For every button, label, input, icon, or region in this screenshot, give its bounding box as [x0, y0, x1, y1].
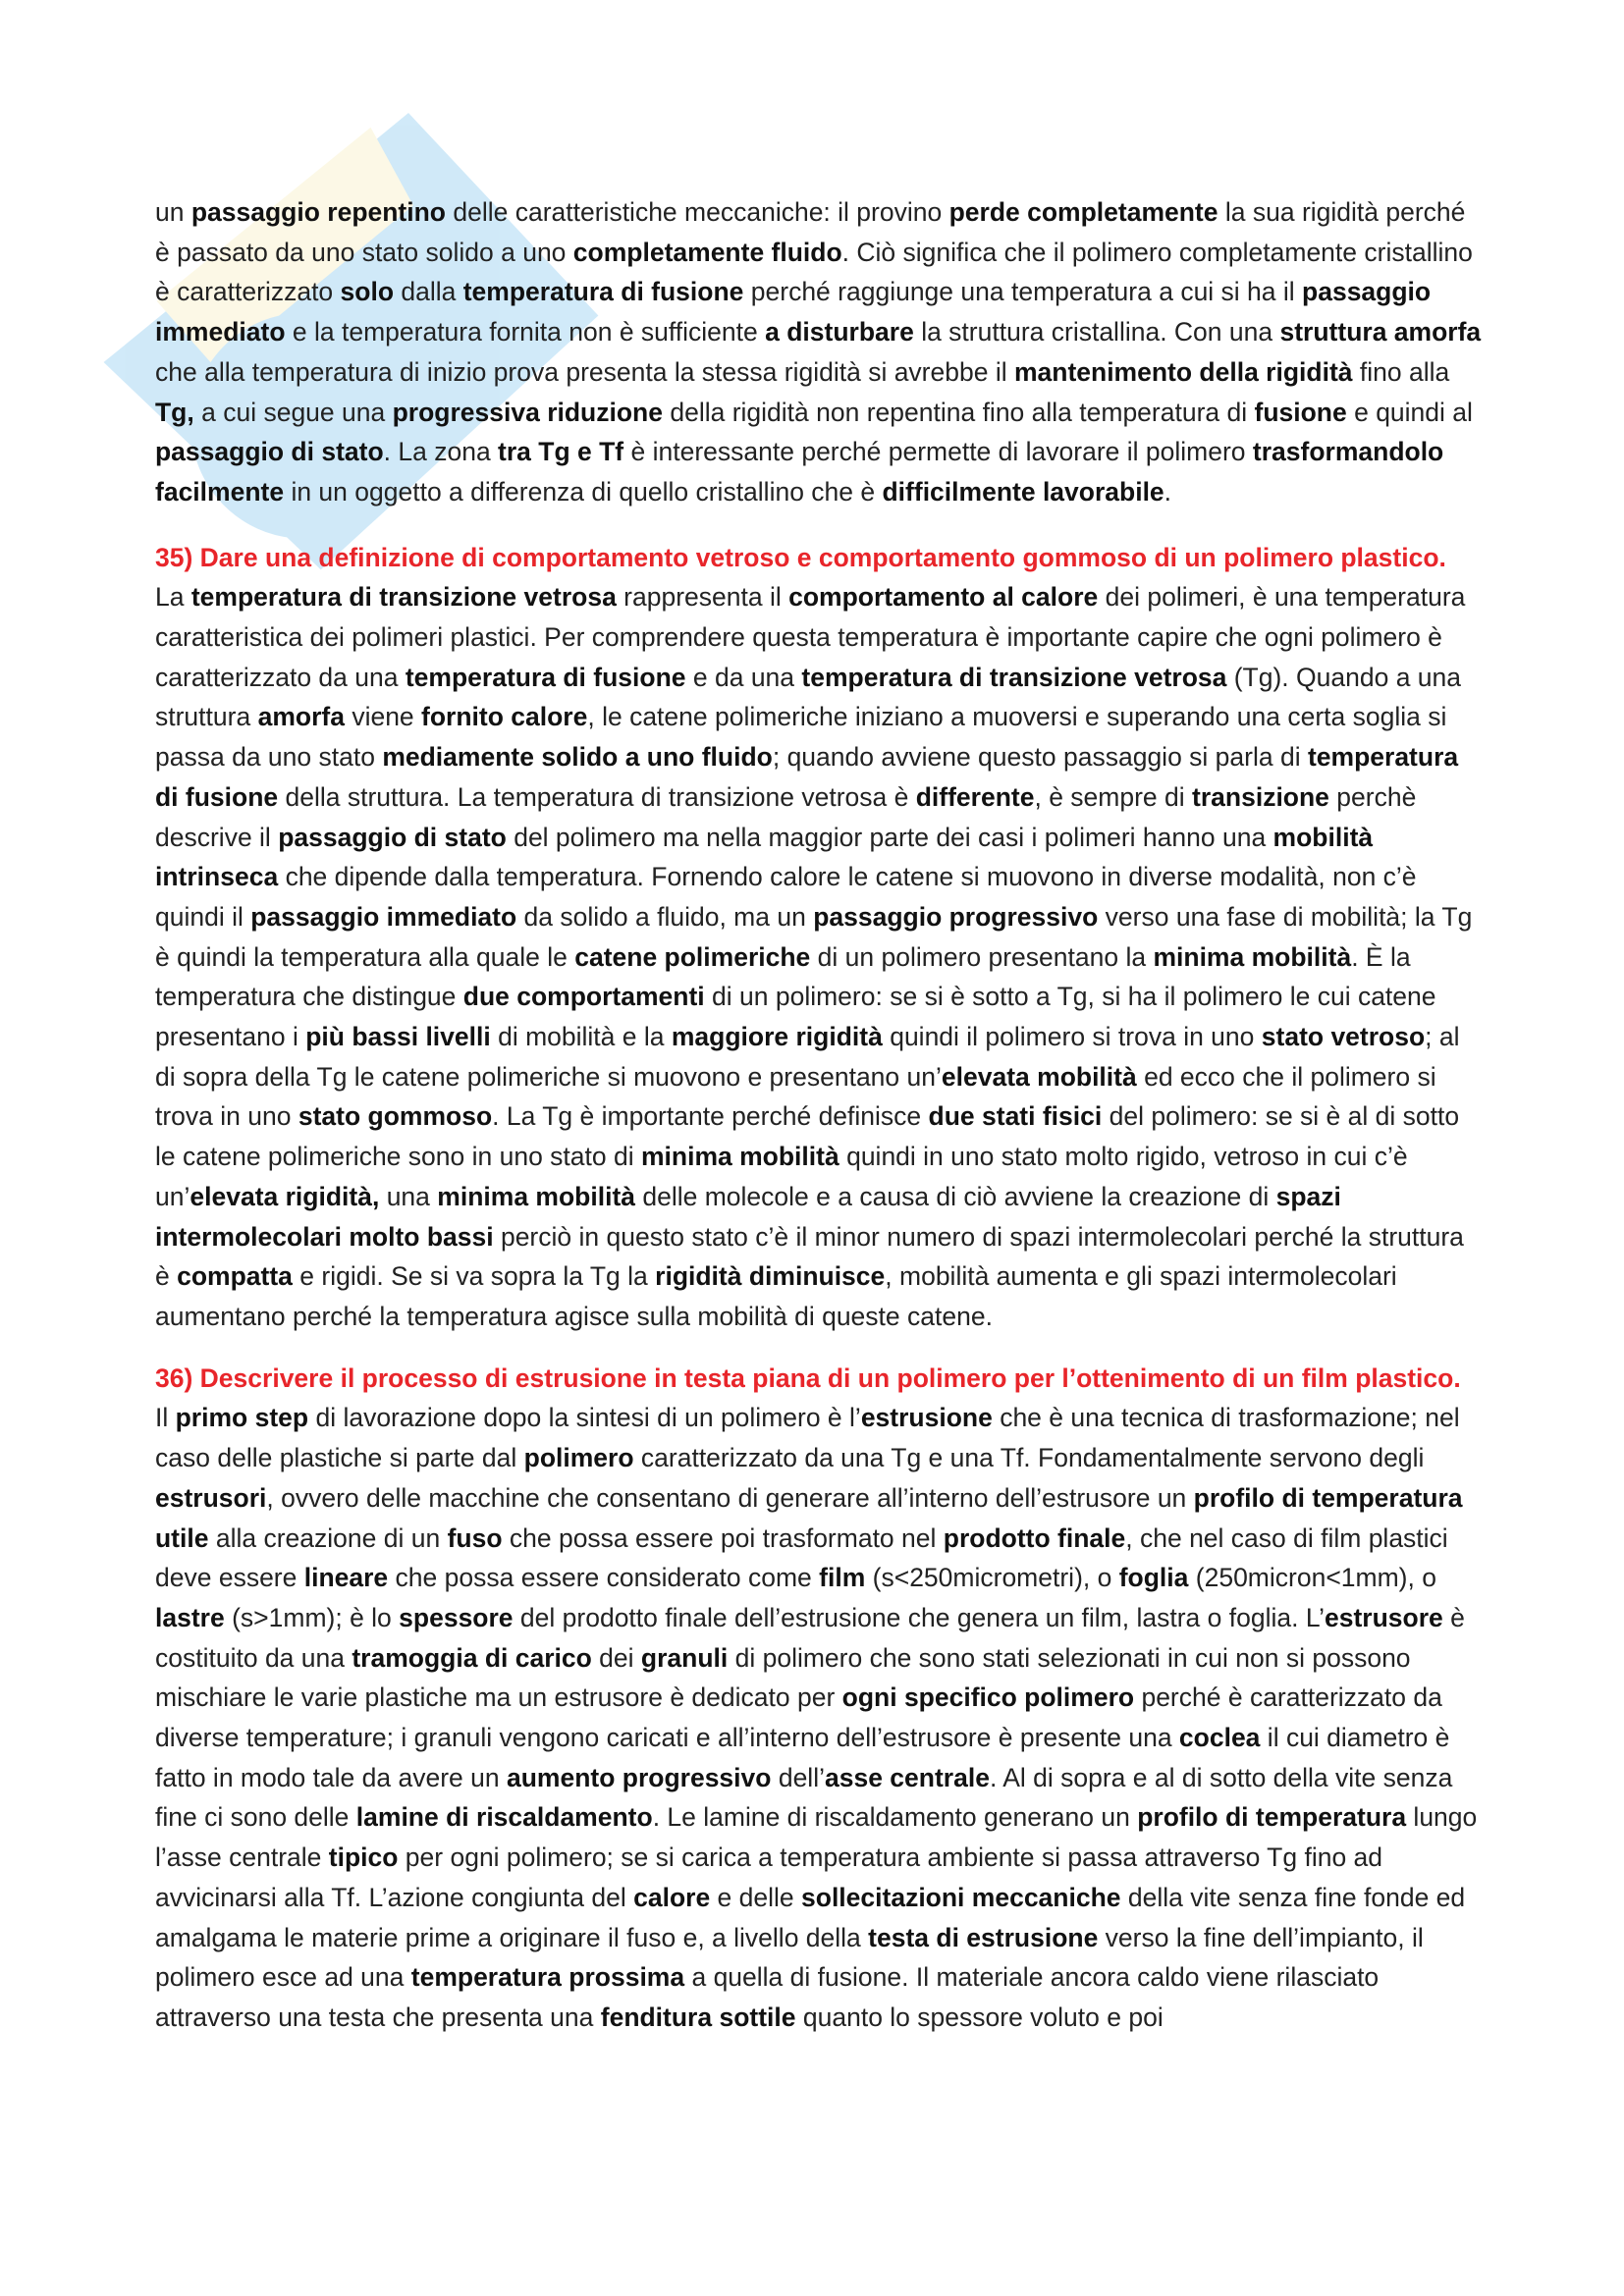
text-run: e rigidi. Se si va sopra la Tg la — [292, 1261, 656, 1292]
bold-term: minima mobilità — [640, 1142, 839, 1172]
bold-term: minima mobilità — [437, 1181, 636, 1211]
text-run: delle caratteristiche meccaniche: il provino — [446, 197, 949, 227]
text-run: . — [1164, 476, 1172, 507]
text-run: di un polimero presentano la — [810, 941, 1154, 972]
bold-term: progressiva riduzione — [392, 397, 663, 427]
bold-term: testa di estrusione — [868, 1922, 1099, 1952]
bold-term: elevata rigidità, — [189, 1181, 380, 1211]
bold-term: tra Tg e Tf — [498, 437, 624, 467]
text-run: quindi in uno stato molto rigido, vetroso in cui c’è un’ — [155, 1142, 1408, 1211]
text-run: per ogni polimero; se si carica a temperatura ambiente si passa attraverso Tg fino ad avvicinarsi alla Tf. L’azione congiunta del — [155, 1842, 1383, 1912]
bold-term: temperatura prossima — [410, 1962, 685, 1993]
text-run: (250micron<1mm), o — [1188, 1563, 1436, 1593]
text-run: alla creazione di un — [208, 1522, 448, 1553]
text-run: verso una fase di mobilità; la Tg è quindi la temperatura alla quale le — [155, 901, 1473, 972]
text-run: caratterizzato da una Tg e una Tf. Fondamentalmente servono degli — [633, 1443, 1425, 1473]
text-run: a quella di fusione. Il materiale ancora caldo viene rilasciato attraverso una testa che presenta una — [155, 1962, 1380, 2032]
text-run: la struttura cristallina. Con una — [913, 317, 1280, 347]
text-run: verso la fine dell’impianto, il polimero esce ad una — [155, 1922, 1424, 1993]
bold-term: lastre — [155, 1602, 225, 1632]
text-run: della struttura. La temperatura di transizione vetrosa è — [278, 781, 916, 812]
bold-term: passaggio immediato — [155, 277, 1432, 347]
text-run: quindi il polimero si trova in uno — [882, 1022, 1262, 1052]
paragraph-answer-35 — [155, 577, 1483, 1336]
text-run: ed ecco che il polimero si trova in uno — [155, 1061, 1436, 1132]
bold-term: spessore — [399, 1602, 514, 1632]
bold-term: Tg, — [155, 397, 194, 427]
bold-term: trasformandolo facilmente — [155, 437, 1444, 507]
text-run: . Al di sopra e al di sotto della vite senza fine ci sono delle — [155, 1762, 1453, 1833]
bold-term: transizione — [1192, 781, 1329, 812]
bold-term: temperatura di transizione vetrosa — [190, 582, 617, 613]
bold-term: coclea — [1178, 1723, 1261, 1753]
text-run: viene — [344, 702, 422, 732]
text-run: dei polimeri, è una temperatura caratteristica dei polimeri plastici. Per comprendere questa temperatura è importante capire che ogni polimero è caratterizzato da una — [155, 582, 1466, 692]
text-run: (s>1mm); è lo — [224, 1602, 400, 1632]
bold-term: più bassi livelli — [305, 1022, 491, 1052]
question-35-heading: 35) Dare una definizione di comportamento vetroso e comportamento gommoso di un polimero plastico. — [155, 542, 1446, 572]
text-run: del prodotto finale dell’estrusione che genera un film, lastra o foglia. L’ — [513, 1602, 1325, 1632]
text-run: perciò in questo stato c’è il minor numero di spazi intermolecolari perché la struttura è — [155, 1221, 1464, 1292]
text-run: La — [155, 582, 191, 613]
text-run: da solido a fluido, ma un — [516, 901, 814, 932]
bold-term: differente — [915, 781, 1035, 812]
bold-term: mantenimento della rigidità — [1013, 356, 1353, 387]
text-run: . La zona — [383, 437, 499, 467]
bold-term: film — [819, 1563, 866, 1593]
text-run: Il — [155, 1403, 176, 1433]
text-run: del polimero ma nella maggior parte dei casi i polimeri hanno una — [506, 822, 1273, 852]
question-36-heading: 36) Descrivere il processo di estrusione in testa piana di un polimero per l’ottenimento di un film plastico. — [155, 1362, 1461, 1393]
bold-term: foglia — [1118, 1563, 1189, 1593]
text-run: è costituito da una — [155, 1602, 1465, 1673]
bold-term: temperatura di fusione — [155, 742, 1459, 812]
text-run: e quindi al — [1346, 397, 1473, 427]
text-run: perché raggiunge una temperatura a cui si ha il — [743, 277, 1303, 307]
bold-term: minima mobilità — [1153, 941, 1352, 972]
text-run: una — [379, 1181, 438, 1211]
bold-term: lineare — [303, 1563, 389, 1593]
document-page — [155, 192, 1483, 2038]
bold-term: elevata mobilità — [941, 1061, 1137, 1092]
text-run: è interessante perché permette di lavorare il polimero — [623, 437, 1253, 467]
bold-term: temperatura di fusione — [462, 277, 744, 307]
text-run: la sua rigidità perché è passato da uno stato solido a uno — [155, 197, 1466, 267]
text-run: che possa essere considerato come — [388, 1563, 820, 1593]
text-run: perchè descrive il — [155, 781, 1417, 852]
bold-term: passaggio progressivo — [813, 901, 1099, 932]
text-run: ; al di sopra della Tg le catene polimeriche si muovono e presentano un’ — [155, 1022, 1460, 1092]
text-run: , è sempre di — [1034, 781, 1193, 812]
bold-term: perde completamente — [948, 197, 1218, 227]
text-run: dalla — [394, 277, 463, 307]
text-run: e delle — [710, 1882, 802, 1912]
bold-term: solo — [340, 277, 395, 307]
bold-term: temperatura di transizione vetrosa — [801, 662, 1227, 692]
bold-term: maggiore rigidità — [671, 1022, 883, 1052]
text-run: di polimero che sono stati selezionati in cui non si possono mischiare le varie plastiche ma un estrusore è dedicato per — [155, 1642, 1411, 1713]
text-run: ; quando avviene questo passaggio si parla di — [772, 742, 1308, 773]
text-run: (Tg). Quando a una struttura — [155, 662, 1462, 732]
text-run: di lavorazione dopo la sintesi di un polimero è l’ — [308, 1403, 861, 1433]
text-run: a cui segue una — [193, 397, 393, 427]
text-run: (s<250micrometri), o — [865, 1563, 1119, 1593]
bold-term: prodotto finale — [943, 1522, 1126, 1553]
text-run: del polimero: se si è al di sotto le catene polimeriche sono in uno stato di — [155, 1101, 1460, 1172]
text-run: , che nel caso di film plastici deve essere — [155, 1522, 1448, 1593]
text-run: delle molecole e a causa di ciò avviene la creazione di — [635, 1181, 1276, 1211]
bold-term: spazi intermolecolari molto bassi — [155, 1181, 1341, 1252]
bold-term: tipico — [328, 1842, 399, 1873]
paragraph-answer-36 — [155, 1398, 1483, 2037]
bold-term: amorfa — [257, 702, 345, 732]
text-run: quanto lo spessore voluto e poi — [795, 2002, 1164, 2032]
bold-term: passaggio repentino — [190, 197, 446, 227]
text-run: perché è caratterizzato da diverse temperature; i granuli vengono caricati e all’interno dell’estrusore è presente una — [155, 1682, 1442, 1753]
bold-term: estrusione — [860, 1403, 993, 1433]
text-run: lungo l’asse centrale — [155, 1802, 1478, 1873]
bold-term: fenditura sottile — [600, 2002, 796, 2032]
bold-term: catene polimeriche — [574, 941, 811, 972]
text-run: della vite senza fine fonde ed amalgama le materie prime a originare il fuso e, a livello della — [155, 1882, 1466, 1952]
text-run: il cui diametro è fatto in modo tale da avere un — [155, 1723, 1450, 1792]
bold-term: fuso — [447, 1522, 503, 1553]
bold-term: profilo di temperatura — [1137, 1802, 1407, 1833]
text-run: , ovvero delle macchine che consentano di generare all’interno dell’estrusore un — [266, 1482, 1194, 1513]
bold-term: stato gommoso — [298, 1101, 493, 1132]
bold-term: a disturbare — [765, 317, 914, 347]
bold-term: ogni specifico polimero — [841, 1682, 1135, 1713]
bold-term: primo step — [175, 1403, 309, 1433]
text-run: dei — [591, 1642, 641, 1673]
bold-term: sollecitazioni meccaniche — [801, 1882, 1121, 1912]
text-run: fino alla — [1352, 356, 1450, 387]
text-run: un — [155, 197, 191, 227]
bold-term: estrusore — [1324, 1602, 1443, 1632]
bold-term: rigidità diminuisce — [655, 1261, 886, 1292]
bold-term: polimero — [523, 1443, 634, 1473]
text-run: che possa essere poi trasformato nel — [502, 1522, 944, 1553]
bold-term: passaggio di stato — [155, 437, 384, 467]
bold-term: due stati fisici — [928, 1101, 1103, 1132]
text-run: , mobilità aumenta e gli spazi intermolecolari aumentano perché la temperatura agisce sulla mobilità di queste catene. — [155, 1261, 1397, 1331]
text-run: che alla temperatura di inizio prova presenta la stessa rigidità si avrebbe il — [155, 356, 1014, 387]
bold-term: struttura amorfa — [1279, 317, 1482, 347]
text-run: e la temperatura fornita non è sufficiente — [285, 317, 766, 347]
bold-term: aumento progressivo — [506, 1762, 772, 1792]
bold-term: temperatura di fusione — [405, 662, 686, 692]
text-run: dell’ — [771, 1762, 825, 1792]
bold-term: difficilmente lavorabile — [882, 476, 1164, 507]
bold-term: granuli — [640, 1642, 729, 1673]
bold-term: stato vetroso — [1261, 1022, 1426, 1052]
text-run: . La Tg è importante perché definisce — [492, 1101, 929, 1132]
bold-term: estrusori — [155, 1482, 267, 1513]
bold-term: comportamento al calore — [788, 582, 1099, 613]
text-run: che dipende dalla temperatura. Fornendo calore le catene si muovono in diverse modalità, non c’è quindi il — [155, 862, 1417, 932]
text-run: della rigidità non repentina fino alla temperatura di — [662, 397, 1255, 427]
bold-term: profilo di temperatura utile — [155, 1482, 1463, 1553]
bold-term: calore — [633, 1882, 711, 1912]
text-run: . È la temperatura che distingue — [155, 941, 1411, 1012]
text-run: e da una — [685, 662, 802, 692]
bold-term: mediamente solido a uno fluido — [382, 742, 773, 773]
bold-term: due comportamenti — [462, 982, 705, 1012]
bold-term: fusione — [1254, 397, 1347, 427]
text-run: . Le lamine di riscaldamento generano un — [652, 1802, 1138, 1833]
bold-term: lamine di riscaldamento — [355, 1802, 653, 1833]
text-run: rappresenta il — [616, 582, 789, 613]
bold-term: asse centrale — [824, 1762, 990, 1792]
bold-term: mobilità intrinseca — [155, 822, 1374, 892]
text-run: di un polimero: se si è sotto a Tg, si ha il polimero le cui catene presentano i — [155, 982, 1436, 1052]
text-run: in un oggetto a differenza di quello cristallino che è — [284, 476, 883, 507]
bold-term: completamente fluido — [572, 237, 842, 267]
text-run: di mobilità e la — [490, 1022, 672, 1052]
bold-term: fornito calore — [421, 702, 588, 732]
text-run: . Ciò significa che il polimero completamente cristallino è caratterizzato — [155, 237, 1473, 307]
bold-term: compatta — [177, 1261, 293, 1292]
text-run: che è una tecnica di trasformazione; nel caso delle plastiche si parte dal — [155, 1403, 1460, 1473]
bold-term: passaggio immediato — [250, 901, 517, 932]
text-run: , le catene polimeriche iniziano a muoversi e superando una certa soglia si passa da uno stato — [155, 702, 1447, 773]
bold-term: tramoggia di carico — [352, 1642, 592, 1673]
paragraph-intro — [155, 192, 1483, 512]
bold-term: passaggio di stato — [278, 822, 507, 852]
